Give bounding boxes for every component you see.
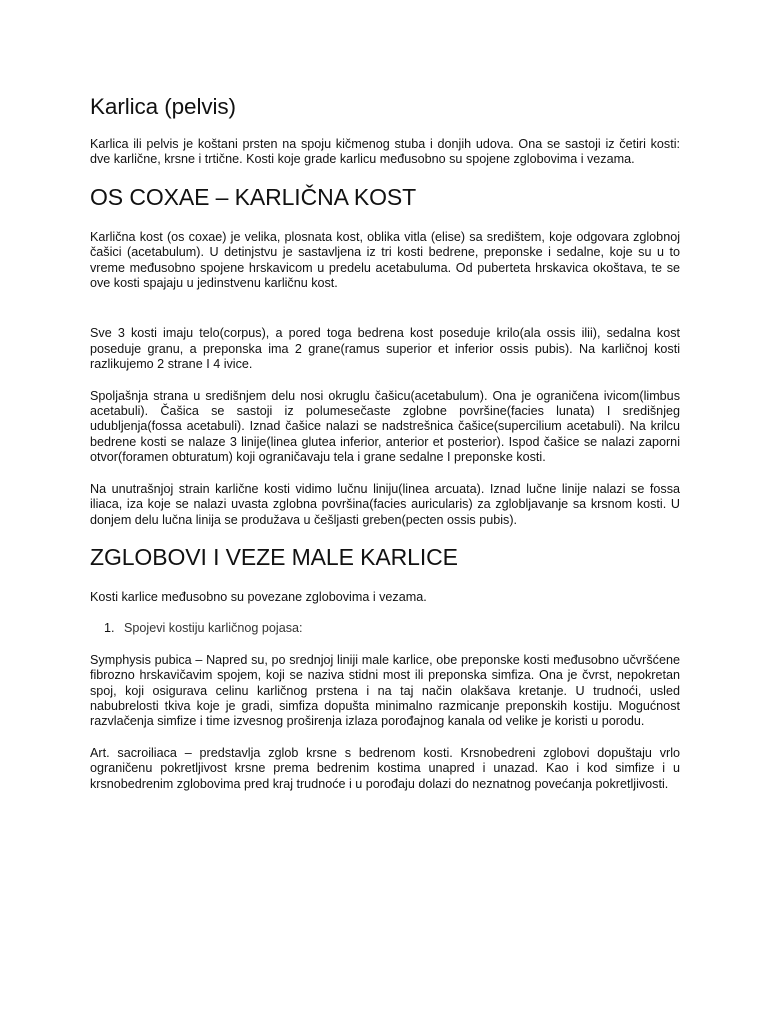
paragraph: Art. sacroiliaca – predstavlja zglob krsne s bedrenom kosti. Krsnobedreni zglobovi dopuštaju vrlo ograničenu pokretljivost krsne prema bedrenim kostima unapred i unazad. Kao i kod simfize i u krsnobedrenim zglobovima pred kraj trudnoće i u porođaju dolazi do neznatnog povećanja pokretljivosti. (90, 745, 680, 791)
numbered-list (90, 621, 680, 636)
section-heading-zglobovi: ZGLOBOVI I VEZE MALE KARLICE (90, 543, 458, 570)
paragraph: Spoljašnja strana u središnjem delu nosi okruglu čašicu(acetabulum). Ona je ograničena ivicom(limbus acetabuli). Čašica se sastoji iz polumesečaste zglobne površine(facies lunata) I središnjeg udubljenja(fossa acetabuli). Iznad čašice nalazi se nadstrešnica čašice(supercilium acetabuli). Na krilcu bedrene kosti se nalaze 3 linije(linea glutea inferior, anterior et posterior). Ispod čašice se nalazi zaporni otvor(foramen obturatum) koji ograničavaju tela i grane sedalne I preponske kosti. (90, 388, 680, 465)
intro-paragraph: Karlica ili pelvis je koštani prsten na spoju kičmenog stuba i donjih udova. Ona se sastoji iz četiri kosti: dve karlične, krsne i trtične. Kosti koje grade karlicu međusobno su spojene zglobovima i vezama. (90, 137, 680, 167)
list-item: 1. Spojevi kostiju karličnog pojasa: (118, 621, 680, 636)
paragraph: Symphysis pubica – Napred su, po srednjoj liniji male karlice, obe preponske kosti međusobno učvršćene fibrozno hrskavičavim spojem, koji se naziva stidni most ili preponska simfiza. Ona je čvrst, nepokretan spoj, koji osigurava celinu karličnog prstena i na taj način olakšava kretanje. U trudnoći, usled nabubrelosti tkiva koje je gradi, simfiza dopušta minimalno razmicanje preponskih kostiju. Mogućnost razvlačenja simfize i time izvesnog proširenja izlaza porođajnog kanala od velike je koristi u porodu. (90, 652, 680, 729)
paragraph: Kosti karlice međusobno su povezane zglobovima i vezama. (90, 589, 427, 604)
paragraph: Na unutrašnjoj strain karlične kosti vidimo lučnu liniju(linea arcuata). Iznad lučne linije nalazi se fossa iliaca, iza koje se nalazi uvasta zglobna površina(facies auricularis) za zglobljavanje sa krsnom kosti. U donjem delu lučna linija se produžava u češljasti greben(pecten ossis pubis). (90, 481, 680, 527)
section-heading-os-coxae: OS COXAE – KARLIČNA KOST (90, 183, 417, 210)
page-title: Karlica (pelvis) (90, 94, 236, 119)
paragraph: Sve 3 kosti imaju telo(corpus), a pored toga bedrena kost poseduje krilo(ala ossis ilii), sedalna kost poseduje granu, a preponska ima 2 grane(ramus superior et inferior ossis pubis). Na karličnoj kosti razlikujemo 2 strane I 4 ivice. (90, 326, 680, 372)
paragraph: Karlična kost (os coxae) je velika, plosnata kost, oblika vitla (elise) sa središtem, koje odgovara zglobnoj čašici (acetabulum). U detinjstvu je sastavljena iz tri kosti bedrene, preponske i sedalne, koje su u to vreme međusobno spojene hrskavicom u predelu acetabuluma. Od puberteta hrskavica okoštava, te se ove kosti spajaju u jedinstvenu karličnu kost. (90, 229, 680, 291)
